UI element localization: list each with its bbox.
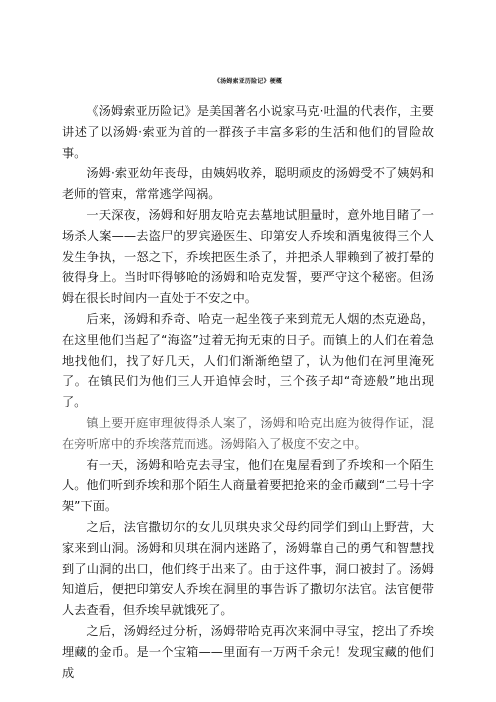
paragraph-graveyard: 一天深夜，汤姆和好朋友哈克去墓地试胆量时，意外地目睹了一场杀人案——去盗尸的罗宾逊医生、印第安人乔埃和酒鬼彼得三个人发生争执，一怒之下，乔埃把医生杀了，并把杀人罪赖到了被打晕的彼得身上。当时吓得够呛的汤姆和哈克发誓，要严守这个秘密。但汤姆在很长时间内一直处于不安之中。	[62, 207, 434, 306]
paragraph-treasure-hunt: 有一天，汤姆和哈克去寻宝，他们在鬼屋看到了乔埃和一个陌生人。他们听到乔埃和那个陌生人商量着要把抢来的金币藏到“二号十字架”下面。	[62, 457, 434, 514]
paragraph-childhood: 汤姆·索亚幼年丧母，由姨妈收养，聪明顽皮的汤姆受不了姨妈和老师的管束，常常逃学闯祸。	[62, 166, 434, 202]
paragraph-ending: 之后，汤姆经过分析，汤姆带哈克再次来洞中寻宝，挖出了乔埃埋藏的金币。是一个宝箱——里面有一万两千余元！发现宝藏的他们成	[62, 623, 434, 680]
document-title: 《汤姆索亚历险记》梗概	[213, 78, 283, 85]
paragraph-island: 后来，汤姆和乔奇、哈克一起坐筏子来到荒无人烟的杰克逊岛，在这里他们当起了“海盗”过着无拘无束的日子。而镇上的人们在着急地找他们，找了好几天，人们们渐渐绝望了，认为他们在河里淹死了。在镇民们为他们三人开追悼会时，三个孩子却“奇迹般”地出现了。	[62, 311, 434, 410]
paragraph-cave: 之后，法官撒切尔的女儿贝琪央求父母约同学们到山上野营，大家来到山洞。汤姆和贝琪在洞内迷路了，汤姆靠自己的勇气和智慧找到了山洞的出口，他们终于出来了。由于这件事，洞口被封了。汤姆知道后，便把印第安人乔埃在洞里的事告诉了撒切尔法官。法官便带人去查看，但乔埃早就饿死了。	[62, 519, 434, 618]
paragraph-intro: 《汤姆索亚历险记》是美国著名小说家马克·吐温的代表作，主要讲述了以汤姆·索亚为首的一群孩子丰富多彩的生活和他们的冒险故事。	[62, 104, 434, 160]
paragraph-trial: 镇上要开庭审理彼得杀人案了，汤姆和哈克出庭为彼得作证，混在旁听席中的乔埃落荒而逃。汤姆陷入了极度不安之中。	[62, 415, 434, 451]
